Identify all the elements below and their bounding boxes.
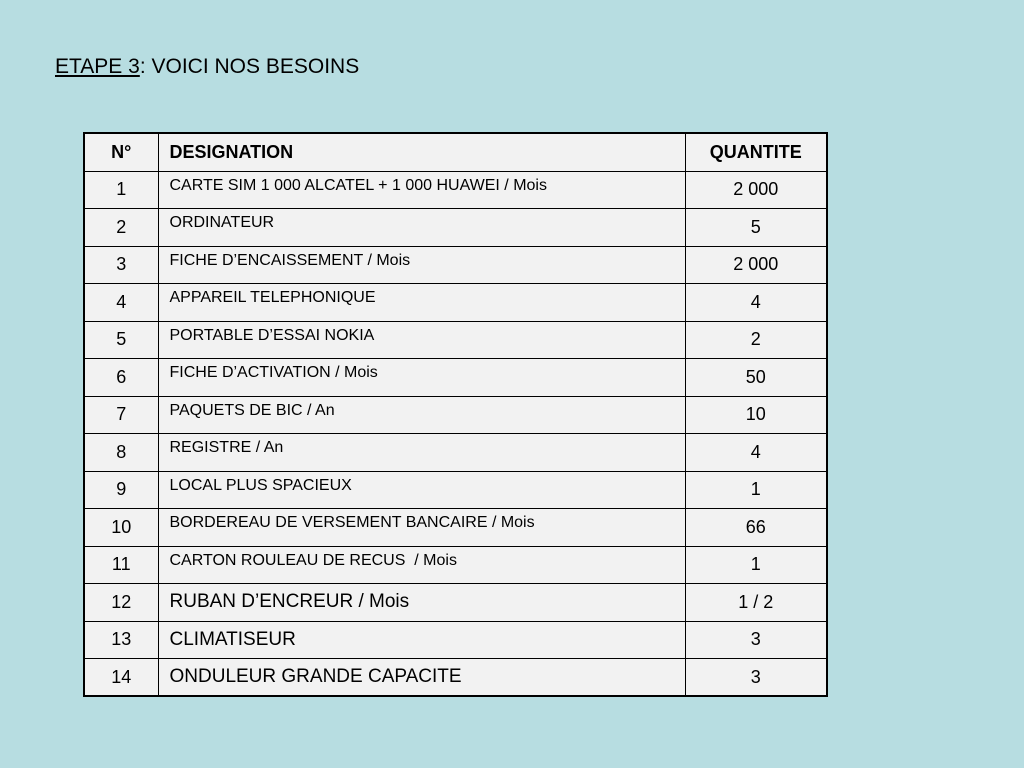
- step-label: ETAPE 3: [55, 55, 140, 78]
- row-quantity: 50: [685, 359, 827, 397]
- row-number: 7: [84, 396, 158, 434]
- row-number: 5: [84, 321, 158, 359]
- table-row: [84, 284, 827, 322]
- row-quantity: 66: [685, 509, 827, 547]
- row-designation: CLIMATISEUR: [158, 621, 685, 659]
- row-quantity: 2 000: [685, 171, 827, 209]
- row-quantity: 10: [685, 396, 827, 434]
- row-designation: APPAREIL TELEPHONIQUE: [158, 284, 685, 322]
- table-row: [84, 621, 827, 659]
- row-number: 8: [84, 434, 158, 472]
- header-quantity: QUANTITE: [685, 133, 827, 171]
- table-row: [84, 509, 827, 547]
- row-designation: FICHE D’ACTIVATION / Mois: [158, 359, 685, 397]
- row-designation: FICHE D’ENCAISSEMENT / Mois: [158, 246, 685, 284]
- row-number: 6: [84, 359, 158, 397]
- row-number: 4: [84, 284, 158, 322]
- row-quantity: 4: [685, 284, 827, 322]
- header-number: N°: [84, 133, 158, 171]
- table-row: [84, 359, 827, 397]
- row-designation: ORDINATEUR: [158, 209, 685, 247]
- row-quantity: 1: [685, 546, 827, 584]
- row-number: 9: [84, 471, 158, 509]
- row-number: 1: [84, 171, 158, 209]
- row-quantity: 1: [685, 471, 827, 509]
- needs-table: [83, 132, 828, 697]
- row-designation: PORTABLE D’ESSAI NOKIA: [158, 321, 685, 359]
- row-designation: CARTE SIM 1 000 ALCATEL + 1 000 HUAWEI / Mois: [158, 171, 685, 209]
- table-row: [84, 246, 827, 284]
- row-number: 10: [84, 509, 158, 547]
- row-quantity: 1 / 2: [685, 584, 827, 622]
- table-row: [84, 584, 827, 622]
- row-designation: RUBAN D’ENCREUR / Mois: [158, 584, 685, 622]
- table-row: [84, 396, 827, 434]
- table-header-row: [84, 133, 827, 171]
- table-row: [84, 171, 827, 209]
- header-designation: DESIGNATION: [158, 133, 685, 171]
- row-designation: PAQUETS DE BIC / An: [158, 396, 685, 434]
- row-number: 2: [84, 209, 158, 247]
- row-quantity: 3: [685, 659, 827, 697]
- table-row: [84, 209, 827, 247]
- row-number: 12: [84, 584, 158, 622]
- row-quantity: 5: [685, 209, 827, 247]
- row-quantity: 2: [685, 321, 827, 359]
- row-quantity: 4: [685, 434, 827, 472]
- row-number: 11: [84, 546, 158, 584]
- title-text: : VOICI NOS BESOINS: [139, 55, 360, 78]
- row-designation: CARTON ROULEAU DE RECUS / Mois: [158, 546, 685, 584]
- table-row: [84, 659, 827, 697]
- table-row: [84, 546, 827, 584]
- row-designation: BORDEREAU DE VERSEMENT BANCAIRE / Mois: [158, 509, 685, 547]
- table-row: [84, 471, 827, 509]
- row-number: 3: [84, 246, 158, 284]
- table-row: [84, 321, 827, 359]
- row-quantity: 3: [685, 621, 827, 659]
- row-number: 13: [84, 621, 158, 659]
- row-number: 14: [84, 659, 158, 697]
- row-designation: REGISTRE / An: [158, 434, 685, 472]
- row-designation: LOCAL PLUS SPACIEUX: [158, 471, 685, 509]
- table-row: [84, 434, 827, 472]
- slide-title: [55, 54, 359, 80]
- row-designation: ONDULEUR GRANDE CAPACITE: [158, 659, 685, 697]
- row-quantity: 2 000: [685, 246, 827, 284]
